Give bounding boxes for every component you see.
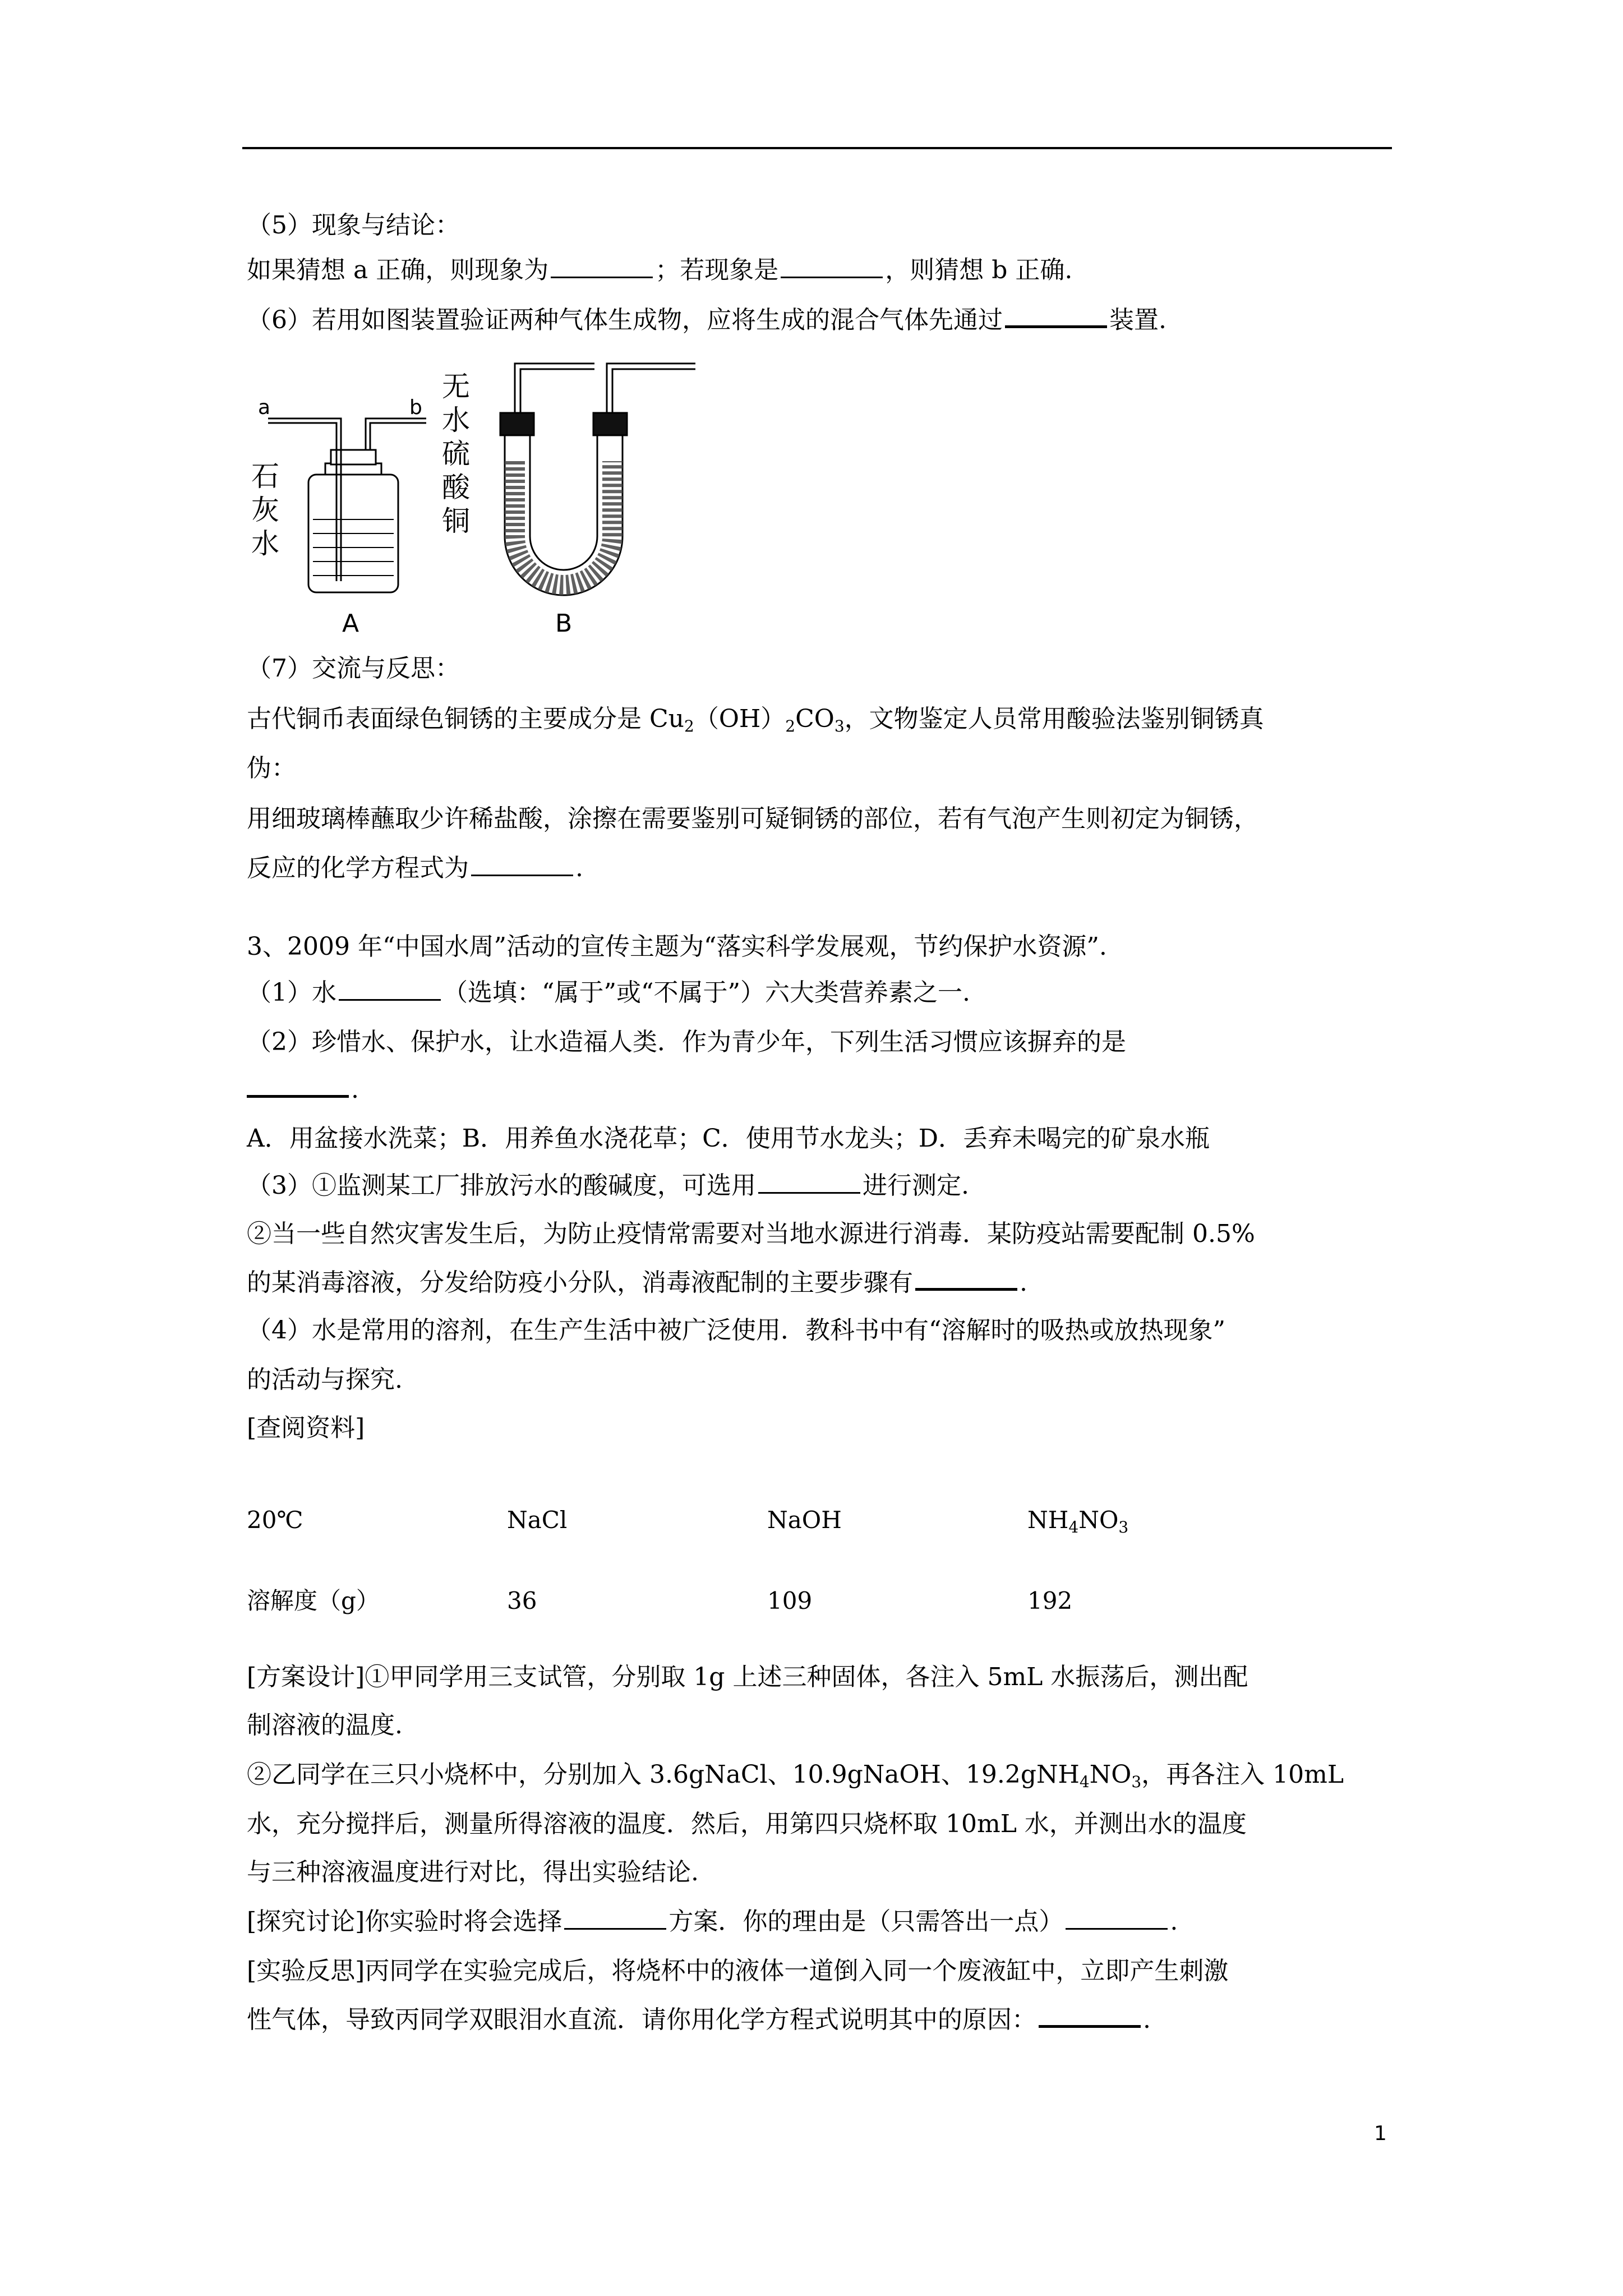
answer-blank[interactable]	[339, 977, 441, 1001]
table-cell-nh4no3: 192	[1027, 1587, 1073, 1614]
section-7-title: （7）交流与反思：	[247, 654, 460, 683]
question-3-options: A．用盆接水洗菜；B．用养鱼水浇花草；C．使用节水龙头；D．丢弃未喝完的矿泉水瓶	[247, 1124, 1210, 1153]
table-cell-naoh: 109	[767, 1587, 813, 1614]
section-7-line-3: 用细玻璃棒蘸取少许稀盐酸，涂擦在需要鉴别可疑铜锈的部位，若有气泡产生则初定为铜锈，	[247, 804, 1258, 833]
answer-blank[interactable]	[1039, 2003, 1141, 2028]
section-7-line-4: 反应的化学方程式为 .	[247, 852, 583, 885]
section-7-line-2: 伪：	[247, 754, 296, 783]
cuso4-label-5: 铜	[442, 505, 470, 537]
apparatus-diagram	[247, 357, 695, 648]
answer-blank[interactable]	[915, 1266, 1017, 1291]
section-7-line-1: 古代铜币表面绿色铜锈的主要成分是 $Cu_2(OH)_2CO_3$，文物鉴定人员常用酸验法鉴别铜锈真	[247, 705, 1264, 735]
lime-water-label-3: 水	[251, 527, 279, 560]
table-cell-nacl: 36	[507, 1587, 537, 1614]
plan-line-2: 制溶液的温度.	[247, 1711, 403, 1740]
table-row-label: 溶解度（g）	[247, 1587, 380, 1614]
device-b-u-tube	[500, 364, 695, 595]
question-3-part-4-line-2: 的活动与探究.	[247, 1365, 403, 1394]
section-6-line: （6）若用如图装置验证两种气体生成物，应将生成的混合气体先通过 装置.	[247, 303, 1166, 337]
answer-blank[interactable]	[247, 1073, 349, 1098]
device-a-wash-bottle	[268, 418, 426, 592]
answer-blank[interactable]	[1066, 1906, 1168, 1930]
cuso4-label-2: 水	[442, 404, 470, 436]
lime-water-label-2: 灰	[251, 494, 279, 526]
page-number: 1	[1374, 2122, 1387, 2145]
plan-line-3: ②乙同学在三只小烧杯中，分别加入 3.6gNaCl、10.9gNaOH、$19.2gNH_4NO_3$，再各注入 10mL	[247, 1760, 1344, 1791]
question-3-title: 3、2009 年“中国水周”活动的宣传主题为“落实科学发展观，节约保护水资源”.	[247, 932, 1107, 961]
question-3-part-3-line-3: 的某消毒溶液，分发给防疫小分队，消毒液配制的主要步骤有 .	[247, 1266, 1027, 1300]
label-b: b	[409, 396, 422, 419]
apparatus-figure	[247, 357, 695, 648]
cuso4-label-4: 酸	[442, 471, 470, 504]
question-3-part-4: （4）水是常用的溶剂，在生产生活中被广泛使用．教科书中有“溶解时的吸热或放热现象”	[247, 1316, 1225, 1345]
label-a: a	[258, 396, 271, 419]
question-3-part-3: （3）①监测某工厂排放污水的酸碱度，可选用 进行测定.	[247, 1169, 969, 1203]
answer-blank[interactable]	[471, 852, 573, 876]
section-5-line: 如果猜想 a 正确，则现象为 ；若现象是 ，则猜想 b 正确.	[247, 254, 1072, 287]
table-header-nh4no3: $NH_4NO_3$	[1027, 1506, 1129, 1536]
section-5-title: （5）现象与结论：	[247, 211, 460, 240]
caption-b: B	[555, 609, 573, 638]
answer-blank[interactable]	[1005, 303, 1107, 328]
cuso4-label-1: 无	[442, 370, 470, 403]
table-header-naoh: NaOH	[767, 1506, 842, 1534]
header-rule	[242, 147, 1392, 149]
plan-line-1: [方案设计]①甲同学用三支试管，分别取 1g 上述三种固体，各注入 5mL 水振荡后，测出配	[247, 1663, 1248, 1691]
answer-blank[interactable]	[758, 1170, 860, 1194]
reflection-line-1: [实验反思]丙同学在实验完成后，将烧杯中的液体一道倒入同一个废液缸中，立即产生刺激	[247, 1957, 1229, 1985]
discussion-line: [探究讨论]你实验时将会选择 方案．你的理由是（只需答出一点） .	[247, 1905, 1178, 1939]
question-3-part-2: （2）珍惜水、保护水，让水造福人类．作为青少年，下列生活习惯应该摒弃的是	[247, 1028, 1126, 1056]
question-3-part-1: （1）水 （选填：“属于”或“不属于”）六大类营养素之一.	[247, 976, 970, 1010]
answer-blank[interactable]	[781, 254, 883, 278]
cuso4-label-3: 硫	[442, 438, 470, 470]
table-header-nacl: NaCl	[507, 1506, 568, 1534]
table-header-temp: 20℃	[247, 1506, 303, 1534]
plan-line-4: 水，充分搅拌后，测量所得溶液的温度．然后，用第四只烧杯取 10mL 水，并测出水的温度	[247, 1810, 1247, 1838]
answer-blank[interactable]	[564, 1906, 666, 1930]
reflection-line-2: 性气体，导致丙同学双眼泪水直流．请你用化学方程式说明其中的原因： .	[247, 2003, 1151, 2037]
lime-water-label-1: 石	[251, 460, 279, 493]
answer-blank[interactable]	[551, 254, 653, 278]
reference-heading: [查阅资料]	[247, 1414, 365, 1442]
caption-a: A	[342, 609, 359, 638]
question-3-part-2-blank: .	[247, 1073, 359, 1107]
plan-line-5: 与三种溶液温度进行对比，得出实验结论.	[247, 1858, 699, 1887]
question-3-part-3-line-2: ②当一些自然灾害发生后，为防止疫情常需要对当地水源进行消毒．某防疫站需要配制 0.5%	[247, 1220, 1255, 1248]
